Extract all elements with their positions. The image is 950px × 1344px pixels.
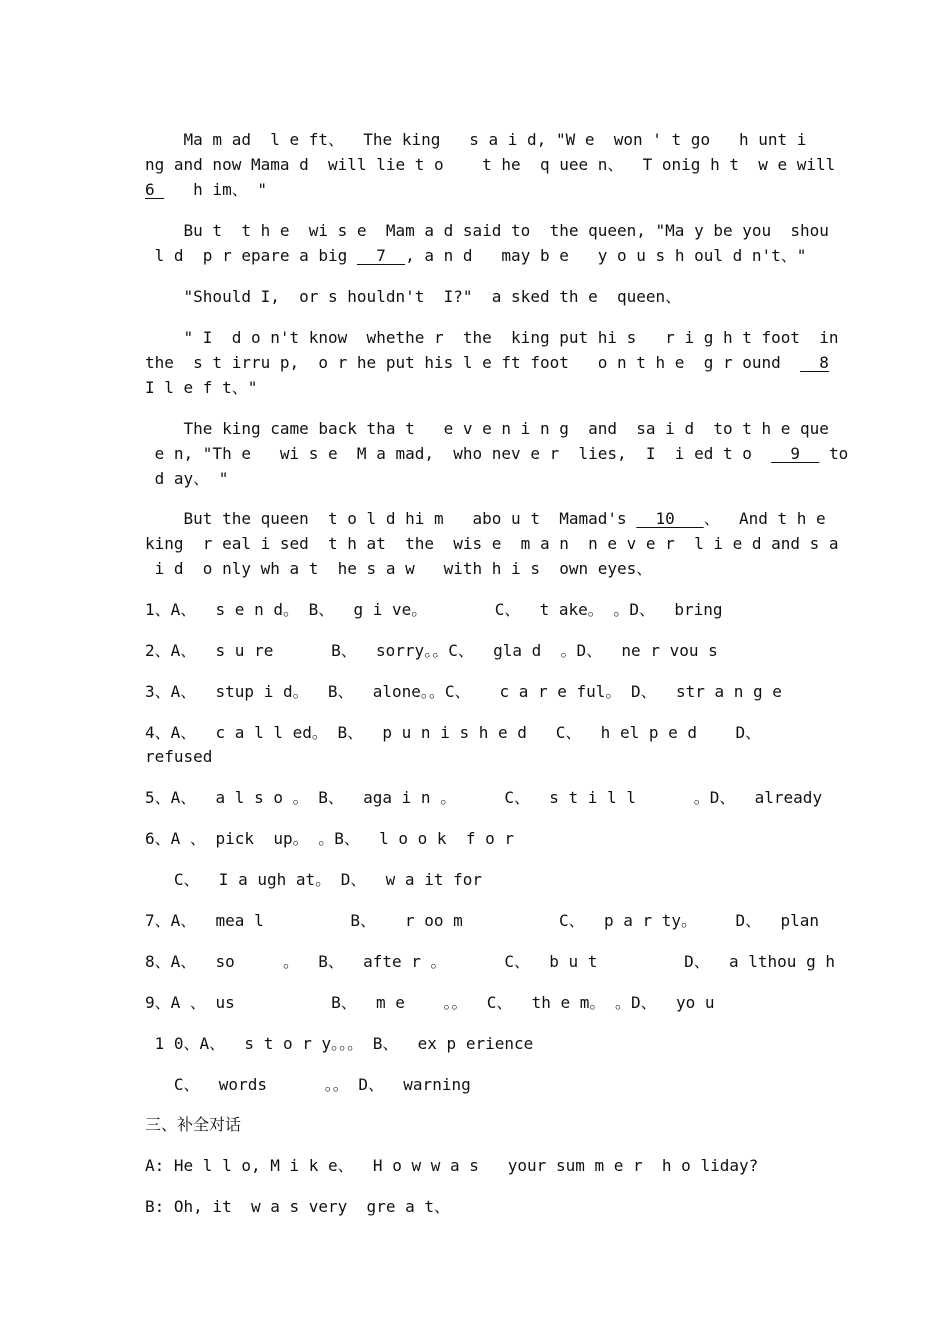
question-6: 6、A 、 pick up。 。B、 l o o k f o r: [145, 829, 514, 848]
question-4-continued: refused: [145, 747, 213, 766]
passage-text: the s t irru p, o r he put his l e ft foot o n t h e g r ound: [145, 353, 801, 372]
passage-line: king r eal i sed t h at the wis e m a n n e v e r l i e d and s a: [145, 534, 839, 553]
question-4: 4、A、 c a l l ed。 B、 p u n i s h e d C、 h el p e d D、: [145, 723, 762, 742]
passage-line: ng and now Mama d will lie t o t he q uee n、 T onig h t w e will: [145, 155, 836, 174]
passage-text: 、 And t h e: [703, 509, 826, 528]
passage-line: [145, 177, 810, 202]
passage-line: I l e f t、": [145, 378, 258, 397]
question-10: 1 0、A、 s t o r y。。。 B、 ex p erience: [145, 1034, 534, 1053]
question-10-continued: C、 words 。。 D、 warning: [145, 1075, 471, 1094]
passage-line: d ay、 ": [145, 469, 229, 488]
question-8: 8、A、 so 。 B、 afte r 。 C、 b u t D、 a lthou g h: [145, 952, 835, 971]
question-1: 1、A、 s e n d。 B、 g i ve。 C、 t ake。 。D、 bring: [145, 600, 723, 619]
passage-line: The king came back tha t e v e n i n g and sa i d to t h e que: [145, 419, 829, 438]
blank-8: 8: [800, 353, 829, 372]
question-6-continued: C、 I a ugh at。 D、 w a it for: [145, 870, 482, 889]
blank-9: 9: [771, 444, 820, 463]
passage-text: , a n d may b e y o u s h oul d n't、": [405, 246, 807, 265]
dialogue-line-b: B: Oh, it w a s very gre a t、: [145, 1197, 450, 1216]
passage-line: Bu t t h e wi s e Mam a d said to the queen, "Ma y be you shou: [145, 221, 829, 240]
passage-text: h im、 ": [164, 180, 267, 199]
passage-text: l d p r epare a big: [145, 246, 357, 265]
passage-line: [145, 506, 826, 531]
passage-line: " I d o n't know whethe r the king put hi s r i g h t foot in: [145, 328, 839, 347]
question-2: 2、A、 s u re B、 sorry。。C、 gla d 。D、 ne r vou s: [145, 641, 718, 660]
passage-line: [145, 243, 810, 268]
passage-text: to: [819, 444, 849, 463]
blank-7: 7: [356, 246, 406, 265]
passage-line: Ma m ad l e ft、 The king s a i d, "W e won ' t go h unt i: [145, 130, 807, 149]
passage-line: [145, 441, 849, 466]
passage-line: i d o nly wh a t he s a w with h i s own eyes、: [145, 559, 653, 578]
blank-6: 6: [145, 180, 165, 199]
passage-text: But the queen t o l d hi m abo u t Mamad's: [145, 509, 637, 528]
dialogue-line-a: A: He l l o, M i k e、 H o w w a s your sum m e r h o liday?: [145, 1156, 759, 1175]
question-5: 5、A、 a l s o 。 B、 aga i n 。 C、 s t i l l 。D、 already: [145, 788, 823, 807]
passage-line: "Should I, or s houldn't I?" a sked th e queen、: [145, 287, 682, 306]
blank-10: 10: [636, 509, 704, 528]
question-7: 7、A、 mea l B、 r oo m C、 p a r ty。 D、 plan: [145, 911, 819, 930]
question-3: 3、A、 stup i d。 B、 alone。。C、 c a r e ful。 D、 str a n g e: [145, 682, 782, 701]
question-9: 9、A 、 us B、 m e 。。 C、 th e m。 。D、 yo u: [145, 993, 715, 1012]
section-heading: 三、补全对话: [145, 1115, 242, 1134]
passage-line: [145, 350, 829, 375]
passage-text: e n, "Th e wi s e M a mad, who nev e r lies, I i ed t o: [145, 444, 772, 463]
